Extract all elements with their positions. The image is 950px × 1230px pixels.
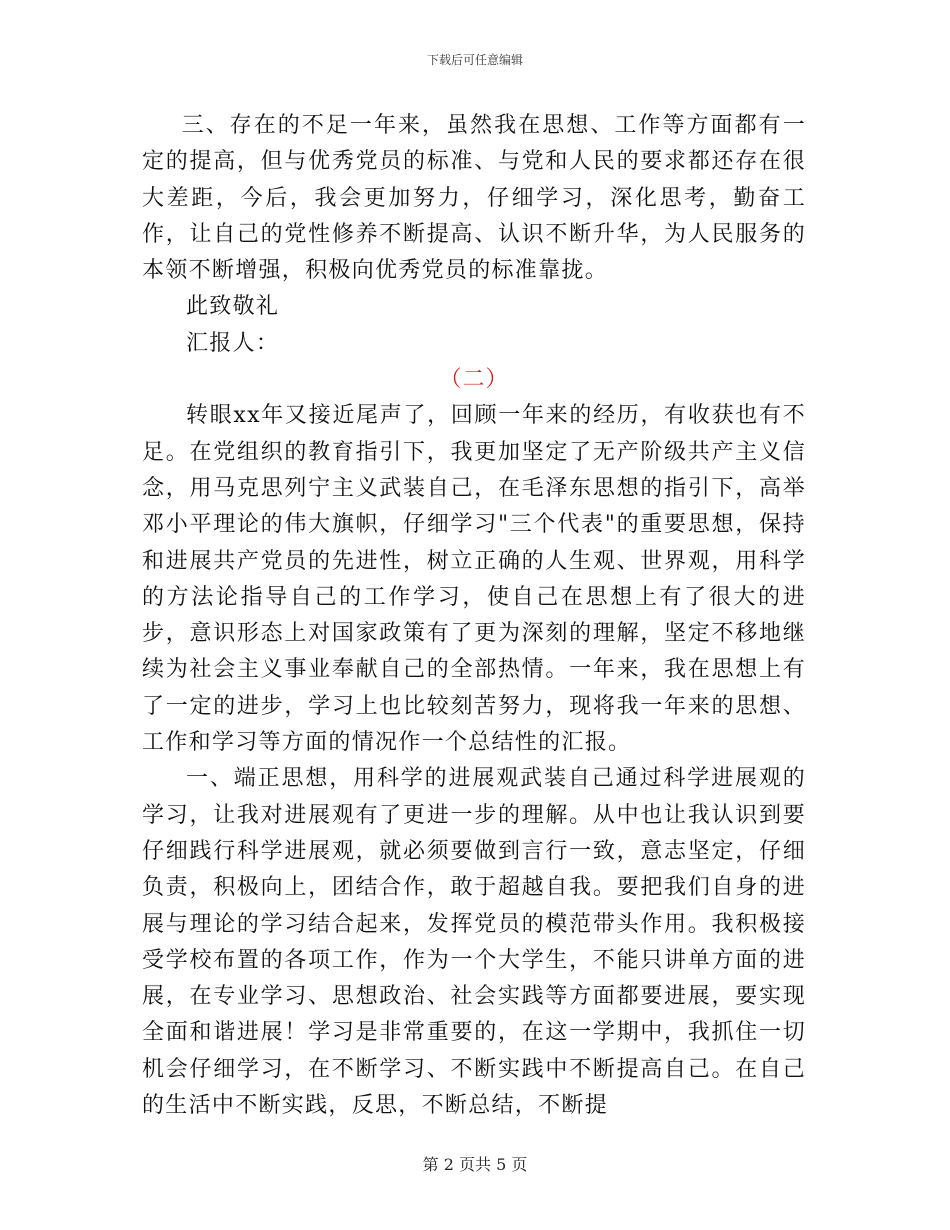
part-two-intro-paragraph: 转眼xx年又接近尾声了，回顾一年来的经历，有收获也有不足。在党组织的教育指引下，我更加坚定了无产阶级共产主义信念，用马克思列宁主义武装自己，在毛泽东思想的指引下，高举邓小平理论的伟大旗帜，仔细学习"三个代表"的重要思想，保持和进展共产党员的先进性，树立正确的人生观、世界观，用科学的方法论指导自己的工作学习，使自己在思想上有了很大的进步，意识形态上对国家政策有了更为深刻的理解，坚定不移地继续为社会主义事业奉献自己的全部热情。一年来，我在思想上有了一定的进步，学习上也比较刻苦努力，现将我一年来的思想、工作和学习等方面的情况作一个总结性的汇报。 [142, 403, 806, 756]
section-three-paragraph: 三、存在的不足一年来，虽然我在思想、工作等方面都有一定的提高，但与优秀党员的标准、与党和人民的要求都还存在很大差距，今后，我会更加努力，仔细学习，深化思考，勤奋工作，让自己的党性修养不断提高、认识不断升华，为人民服务的本领不断增强，积极向优秀党员的标准靠拢。 [142, 113, 806, 284]
closing-salutation: 此致敬礼 [186, 294, 280, 320]
document-body [142, 108, 806, 1124]
page-number: 第 2 页共 5 页 [422, 1155, 528, 1174]
part-two-section-one-paragraph: 一、端正思想，用科学的进展观武装自己通过科学进展观的学习，让我对进展观有了更进一步的理解。从中也让我认识到要仔细践行科学进展观，就必须要做到言行一致，意志坚定，仔细负责，积极向上，团结合作，敢于超越自我。要把我们自身的进展与理论的学习结合起来，发挥党员的模范带头作用。我积极接受学校布置的各项工作，作为一个大学生，不能只讲单方面的进展，在专业学习、思想政治、社会实践等方面都要进展，要实现全面和谐进展！学习是非常重要的，在这一学期中，我抓住一切机会仔细学习，在不断学习、不断实践中不断提高自己。在自己的生活中不断实践，反思，不断总结，不断提 [142, 766, 806, 1119]
page-header-note: 下载后可任意编辑 [426, 53, 523, 67]
part-two-title: （二） [439, 367, 509, 393]
signature-line: 汇报人： [186, 330, 280, 356]
